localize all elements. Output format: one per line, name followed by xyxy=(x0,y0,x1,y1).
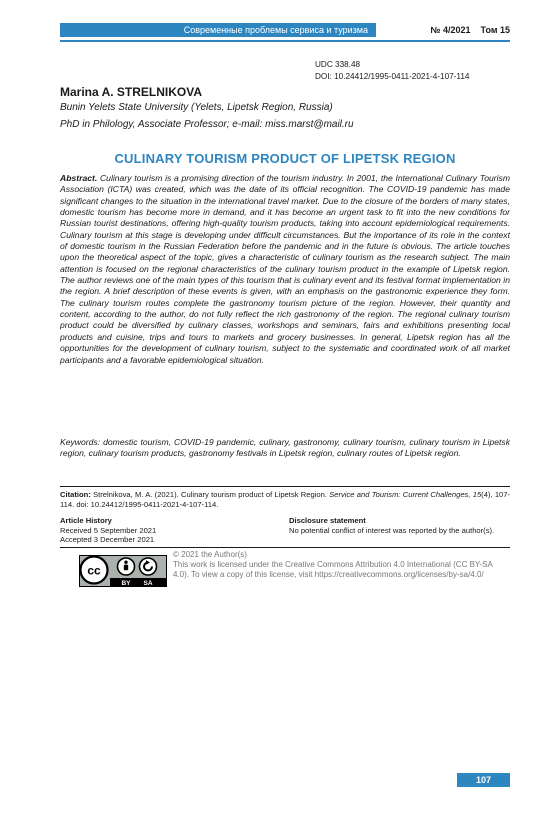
issue-info xyxy=(420,23,510,37)
citation-journal: Service and Tourism: Current Challenges, 15 xyxy=(329,490,482,499)
abstract-text: Culinary tourism is a promising direction of the tourism industry. In 2001, the International Culinary Tourism Association (ICTA) was created, which was the date of its official recognition. The COVID-19 pandemic has made significant changes to the situation in the international travel market. Due to the closure of the borders of many states, domestic tourism has become more in demand, and it has become an urgent task to fit into the new conditions for Russian tourist destinations, offering high-quality tourism products, taking into account epidemiological requirements. Culinary tourism at this stage is developing under difficult circumstances. But the importance of its role in the context of domestic tourism in the Russian Federation before the pandemic and in the future is obvious. The article touches upon the theoretical aspect of the topic, gives a characteristic of culinary tourism as the research subject. The main attention is focused on the regional characteristics of the culinary tourism product in the example of Lipetsk region. The author reviews one of the main types of this tourism that is culinary event and its festival format implementation in the region. A brief description of these events is given, with an emphasis on the gastronomic experience they form. The culinary tourism routes complete the gastronomy tourism picture of the region. However, their quantity and content, according to the author, do not fully reflect the rich gastronomy of the region. The regional culinary tourism product could be diversified by culinary classes, workshops and seminars, fairs and exhibitions presenting local products and cuisine, trips and tours to markets and grocery businesses. In general, Lipetsk region has all the opportunities for the development of culinary tourism, subject to the systematic and coordinated work of all market participants and a favorable epidemiological situation. xyxy=(60,173,510,365)
license-divider xyxy=(60,547,510,548)
accepted-date: Accepted 3 December 2021 xyxy=(60,535,155,544)
cc-by-sa-badge[interactable] xyxy=(79,555,167,587)
page-number: 107 xyxy=(457,773,510,787)
badge-by-label: BY xyxy=(121,580,131,587)
copyright-notice: © 2021 the Author(s) xyxy=(173,550,247,559)
abstract-label: Abstract. xyxy=(60,173,98,183)
author-name: Marina A. STRELNIKOVA xyxy=(60,85,203,99)
badge-sa-label: SA xyxy=(143,580,153,587)
article-meta xyxy=(315,59,469,83)
disclosure-text: No potential conflict of interest was reported by the author(s). xyxy=(289,525,495,535)
citation-label: Citation: xyxy=(60,490,91,499)
citation-tail: (4), 107-114. doi: 10.24412/1995-0411-2021-4-107-114. xyxy=(60,490,511,509)
divider xyxy=(60,486,510,487)
udc-code: UDC 338.48 xyxy=(315,60,361,69)
doi: DOI: 10.24412/1995-0411-2021-4-107-114 xyxy=(315,72,470,81)
disclosure-statement xyxy=(289,516,510,535)
keywords xyxy=(60,437,510,460)
author-position: PhD in Philology, Associate Professor; e-mail: miss.marst@mail.ru xyxy=(60,119,354,130)
volume-number: Том 15 xyxy=(480,25,510,35)
running-header xyxy=(60,20,510,42)
abstract xyxy=(60,173,510,366)
history-heading: Article History xyxy=(60,516,112,525)
license-text: This work is licensed under the Creative Commons Attribution 4.0 International (CC BY-SA 4.0). To view a copy of this license, visit https://creativecommons.org/licenses/by-sa/4.0/ xyxy=(173,560,493,579)
article-history xyxy=(60,516,270,545)
author-affiliation: Bunin Yelets State University (Yelets, Lipetsk Region, Russia) xyxy=(60,102,333,113)
license-text-block xyxy=(173,550,510,580)
svg-text:cc: cc xyxy=(87,563,101,578)
disclosure-heading: Disclosure statement xyxy=(289,516,366,525)
citation-text: Strelnikova, M. A. (2021). Culinary tourism product of Lipetsk Region. xyxy=(90,490,330,499)
keywords-label: Keywords: xyxy=(60,437,101,447)
issue-number: № 4/2021 xyxy=(430,25,471,35)
journal-title: Современные проблемы сервиса и туризма xyxy=(60,23,376,37)
share-alike-icon xyxy=(140,558,157,575)
received-date: Received 5 September 2021 xyxy=(60,525,157,535)
article-title: CULINARY TOURISM PRODUCT OF LIPETSK REGION xyxy=(114,151,456,166)
keywords-text: domestic tourism, COVID-19 pandemic, culinary, gastronomy, culinary tourism, culinary tourism in Lipetsk region, culinary tourism products, gastronomy festivals in Lipetsk region, culinary routes of Lipetsk region. xyxy=(60,437,510,459)
citation xyxy=(60,490,510,510)
